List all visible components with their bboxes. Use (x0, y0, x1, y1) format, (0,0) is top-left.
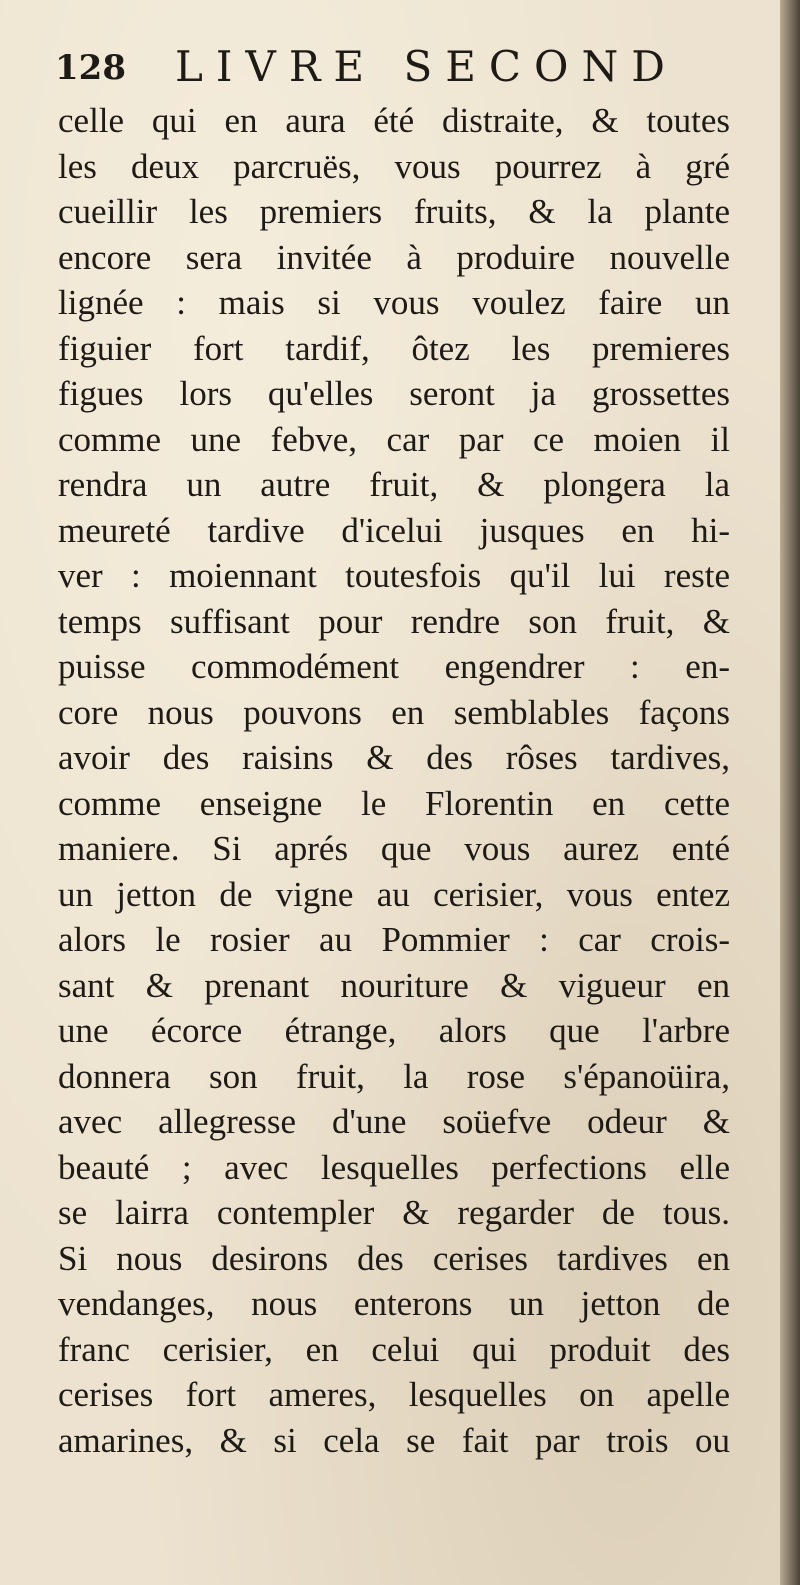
text-line: un jetton de vigne au cerisier, vous entez (58, 874, 730, 914)
text-line: comme enseigne le Florentin en cette (58, 783, 730, 823)
text-line: beauté ; avec lesquelles perfections elle (58, 1147, 730, 1187)
text-line: encore sera invitée à produire nouvelle (58, 237, 730, 277)
text-line: une écorce étrange, alors que l'arbre (58, 1011, 730, 1050)
text-line: vendanges, nous enterons un jetton de (58, 1284, 730, 1323)
text-line: avec allegresse d'une soüefve odeur & (58, 1102, 730, 1141)
text-line: se lairra contempler & regarder de tous. (58, 1193, 730, 1232)
text-line: Si nous desirons des cerises tardives en (58, 1238, 730, 1278)
running-head: LIVRE SECOND (175, 42, 678, 91)
text-line: donnera son fruit, la rose s'épanoüira, (58, 1056, 730, 1096)
text-line: comme une febve, car par ce moien il (58, 419, 730, 459)
text-line: lignée : mais si vous voulez faire un (58, 283, 730, 322)
body-text (58, 98, 730, 1463)
text-line: maniere. Si aprés que vous aurez enté (58, 829, 730, 868)
text-line: amarines, & si cela se fait par trois ou (58, 1420, 730, 1460)
text-line: figuier fort tardif, ôtez les premieres (58, 328, 730, 368)
text-line: temps suffisant pour rendre son fruit, & (58, 601, 730, 641)
book-gutter (780, 0, 800, 1585)
text-line: ver : moiennant toutesfois qu'il lui reste (58, 556, 730, 595)
text-line: meureté tardive d'icelui jusques en hi- (58, 510, 730, 550)
text-line: rendra un autre fruit, & plongera la (58, 465, 730, 504)
text-line: alors le rosier au Pommier : car crois- (58, 920, 730, 959)
text-line: sant & prenant nouriture & vigueur en (58, 965, 730, 1005)
text-line: figues lors qu'elles seront ja grossettes (58, 374, 730, 413)
text-line: cerises fort ameres, lesquelles on apelle (58, 1375, 730, 1414)
text-line: cueillir les premiers fruits, & la plante (58, 192, 730, 231)
text-line: franc cerisier, en celui qui produit des (58, 1329, 730, 1369)
text-line: celle qui en aura été distraite, & toutes (58, 101, 730, 140)
page-header (55, 40, 735, 98)
text-line: les deux parcruës, vous pourrez à gré (58, 146, 730, 186)
text-line: avoir des raisins & des rôses tardives, (58, 738, 730, 777)
text-line: puisse commodément engendrer : en- (58, 647, 730, 686)
text-line: core nous pouvons en semblables façons (58, 692, 730, 732)
page-number: 128 (55, 48, 126, 88)
